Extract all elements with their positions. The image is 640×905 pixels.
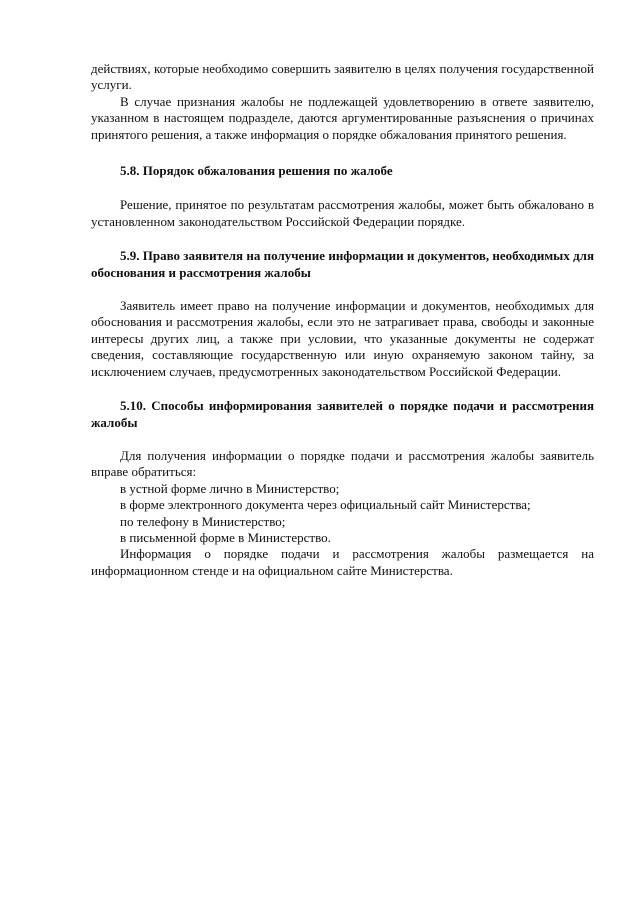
- paragraph-continuation: действиях, которые необходимо совершить заявителю в целях получения государственной услуги.: [91, 61, 594, 93]
- paragraph-right-to-information: Заявитель имеет право на получение информации и документов, необходимых для обоснования и рассмотрения жалобы, если это не затрагивает права, свободы и законные интересы других лиц, а также при условии, что указанные документы не содержат сведения, составляющие государственную или иную охраняемую законом тайну, за исключением случаев, предусмотренных законодательством Российской Федерации.: [91, 298, 594, 379]
- paragraph-rejection-explanation: В случае признания жалобы не подлежащей удовлетворению в ответе заявителю, указанном в настоящем подразделе, даются аргументированные разъяснения о причинах принятого решения, а также информация о порядке обжалования принятого решения.: [91, 93, 594, 142]
- document-page: [91, 61, 594, 579]
- list-item-written: в письменной форме в Министерство.: [120, 529, 331, 545]
- section-heading-5-8: 5.8. Порядок обжалования решения по жалобе: [120, 163, 393, 179]
- list-item-electronic: в форме электронного документа через официальный сайт Министерства;: [120, 497, 531, 513]
- list-item-phone: по телефону в Министерство;: [120, 513, 286, 529]
- list-item-oral: в устной форме лично в Министерство;: [120, 480, 340, 496]
- section-heading-5-10: 5.10. Способы информирования заявителей о порядке подачи и рассмотрения жалобы: [91, 398, 594, 430]
- paragraph-appeal-procedure: Решение, принятое по результатам рассмотрения жалобы, может быть обжаловано в установленном законодательством Российской Федерации порядке.: [91, 197, 594, 229]
- paragraph-how-to-get-information: Для получения информации о порядке подачи и рассмотрения жалобы заявитель вправе обратиться:: [91, 447, 594, 480]
- paragraph-information-placement: Информация о порядке подачи и рассмотрения жалобы размещается на информационном стенде и на официальном сайте Министерства.: [91, 546, 594, 578]
- section-heading-5-9: 5.9. Право заявителя на получение информации и документов, необходимых для обоснования и рассмотрения жалобы: [91, 248, 594, 280]
